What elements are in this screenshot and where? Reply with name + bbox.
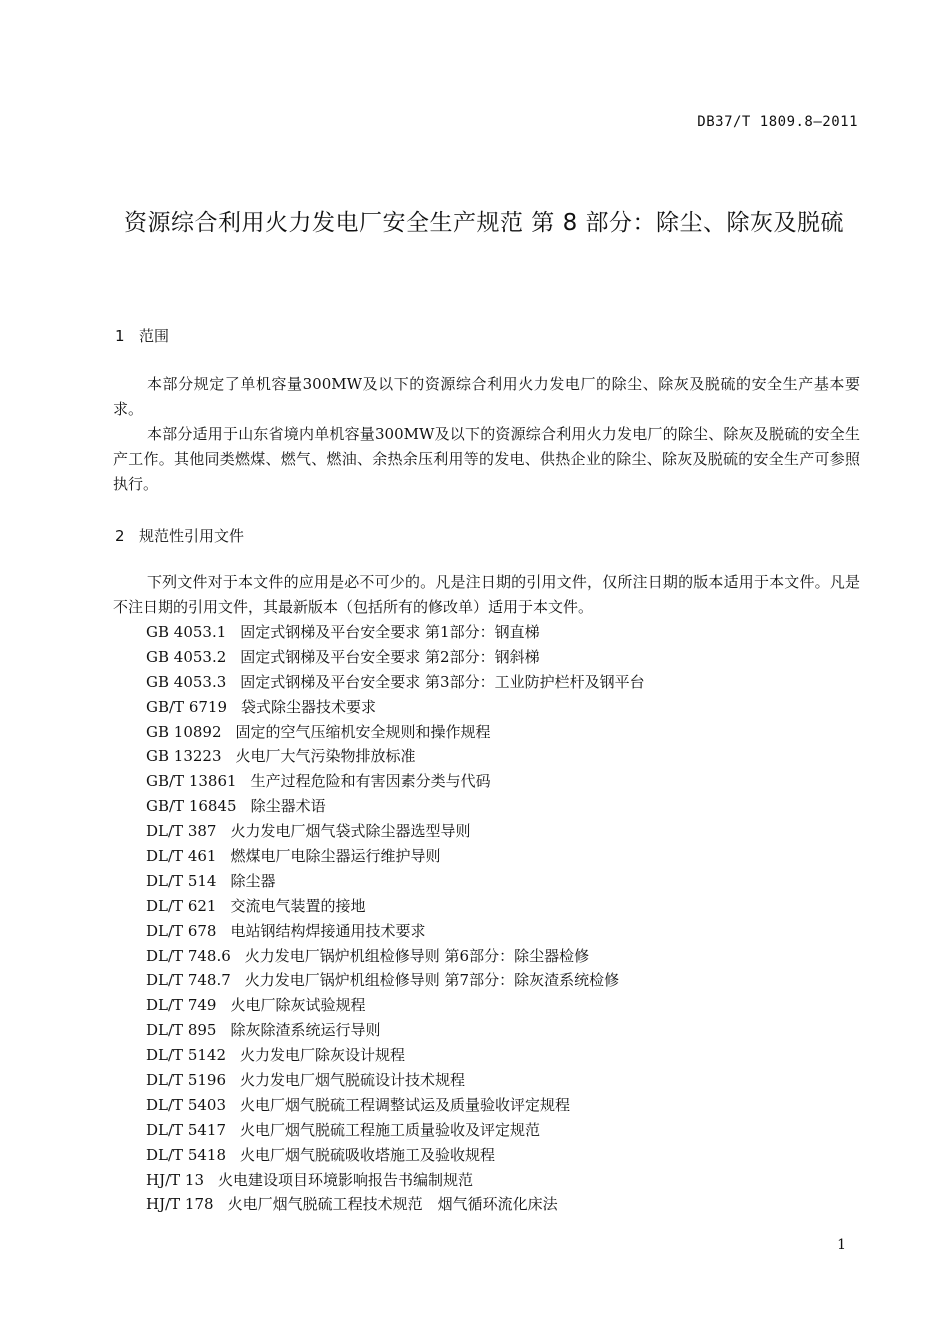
- reference-title: 火力发电厂除灰设计规程: [240, 1046, 406, 1065]
- reference-code: DL/T 514: [146, 871, 217, 890]
- reference-code: DL/T 621: [146, 896, 217, 915]
- references-intro-paragraph: 下列文件对于本文件的应用是必不可少的。凡是注日期的引用文件，仅所注日期的版本适用于本文件。凡是不注日期的引用文件，其最新版本（包括所有的修改单）适用于本文件。: [113, 573, 860, 616]
- reference-code: HJ/T 178: [146, 1195, 214, 1214]
- reference-title: 燃煤电厂电除尘器运行维护导则: [230, 847, 441, 866]
- reference-title: 火力发电厂锅炉机组检修导则 第7部分：除灰渣系统检修: [244, 971, 620, 990]
- reference-code: DL/T 461: [146, 847, 217, 866]
- reference-title: 火电建设项目环境影响报告书编制规范: [218, 1170, 474, 1189]
- reference-code: HJ/T 13: [146, 1170, 205, 1189]
- reference-item: [146, 744, 645, 769]
- reference-title: 电站钢结构焊接通用技术要求: [230, 921, 426, 940]
- reference-title: 固定式钢梯及平台安全要求 第1部分：钢直梯: [240, 623, 540, 641]
- reference-item: [146, 894, 645, 919]
- reference-code: GB/T 6719: [146, 697, 228, 716]
- reference-item: [146, 869, 645, 894]
- reference-title: 固定式钢梯及平台安全要求 第3部分：工业防护栏杆及钢平台: [240, 672, 645, 691]
- reference-item: [146, 919, 645, 944]
- reference-title: 交流电气装置的接地: [230, 896, 366, 915]
- reference-item: [146, 720, 645, 745]
- reference-code: GB/T 13861: [146, 772, 237, 791]
- reference-code: GB 13223: [146, 747, 222, 766]
- reference-item: [146, 1093, 645, 1118]
- reference-title: 火力发电厂烟气袋式除尘器选型导则: [230, 822, 471, 841]
- reference-code: DL/T 748.6: [146, 946, 231, 965]
- section-heading-scope: [115, 325, 169, 346]
- reference-code: GB 4053.2: [146, 647, 227, 666]
- reference-title: 火电厂烟气脱硫工程施工质量验收及评定规范: [240, 1120, 541, 1139]
- section-number: 2: [115, 527, 125, 545]
- reference-code: DL/T 748.7: [146, 971, 231, 990]
- reference-item: [146, 695, 645, 720]
- reference-item: [146, 1192, 645, 1217]
- reference-item: [146, 819, 645, 844]
- reference-item: [146, 993, 645, 1018]
- reference-code: DL/T 5417: [146, 1120, 226, 1139]
- reference-title: 火电厂烟气脱硫工程技术规范 烟气循环流化床法: [227, 1195, 558, 1214]
- document-code: DB37/T 1809.8—2011: [697, 114, 858, 130]
- reference-title: 生产过程危险和有害因素分类与代码: [250, 772, 491, 791]
- section-heading-references: [115, 525, 244, 546]
- reference-item: [146, 769, 645, 794]
- reference-item: [146, 1068, 645, 1093]
- reference-title: 袋式除尘器技术要求: [241, 697, 377, 716]
- reference-item: [146, 1043, 645, 1068]
- reference-code: GB 4053.3: [146, 672, 227, 691]
- reference-item: [146, 1118, 645, 1143]
- reference-code: DL/T 749: [146, 996, 217, 1015]
- reference-title: 固定的空气压缩机安全规则和操作规程: [235, 722, 491, 741]
- reference-code: DL/T 5142: [146, 1046, 226, 1065]
- reference-item: [146, 670, 645, 695]
- reference-title: 固定式钢梯及平台安全要求 第2部分：钢斜梯: [240, 647, 540, 666]
- scope-paragraph-2: 本部分适用于山东省境内单机容量300MW及以下的资源综合利用火力发电厂的除尘、除灰及脱硫的安全生产工作。其他同类燃煤、燃气、燃油、余热余压利用等的发电、供热企业的除尘、除灰及脱硫的安全生产可参照执行。: [113, 425, 860, 493]
- reference-title: 除尘器: [230, 871, 276, 890]
- reference-item: [146, 1168, 645, 1193]
- reference-code: GB 4053.1: [146, 623, 227, 641]
- reference-title: 火力发电厂烟气脱硫设计技术规程: [240, 1071, 466, 1090]
- reference-item: [146, 844, 645, 869]
- reference-code: DL/T 5418: [146, 1145, 226, 1164]
- reference-item: [146, 794, 645, 819]
- reference-code: DL/T 895: [146, 1021, 217, 1040]
- reference-title: 火电厂烟气脱硫吸收塔施工及验收规程: [240, 1145, 496, 1164]
- page-number: 1: [837, 1237, 846, 1253]
- reference-list: [146, 620, 645, 1217]
- reference-item: [146, 1143, 645, 1168]
- section-number: 1: [115, 327, 125, 345]
- reference-title: 火电厂大气污染物排放标准: [235, 747, 416, 766]
- reference-item: [146, 645, 645, 670]
- reference-title: 除尘器术语: [250, 797, 326, 816]
- reference-title: 火电厂除灰试验规程: [230, 996, 366, 1015]
- document-title: 资源综合利用火力发电厂安全生产规范 第 8 部分：除尘、除灰及脱硫: [123, 210, 845, 236]
- section-title: 范围: [139, 327, 170, 345]
- reference-code: GB 10892: [146, 722, 222, 741]
- reference-title: 除灰除渣系统运行导则: [230, 1021, 381, 1040]
- reference-title: 火电厂烟气脱硫工程调整试运及质量验收评定规程: [240, 1095, 571, 1114]
- reference-item: [146, 968, 645, 993]
- scope-paragraph-1: 本部分规定了单机容量300MW及以下的资源综合利用火力发电厂的除尘、除灰及脱硫的安全生产基本要求。: [113, 375, 860, 418]
- reference-code: DL/T 5403: [146, 1095, 226, 1114]
- reference-item: [146, 620, 645, 645]
- reference-code: GB/T 16845: [146, 797, 237, 816]
- reference-code: DL/T 387: [146, 822, 217, 841]
- reference-item: [146, 944, 645, 969]
- reference-code: DL/T 5196: [146, 1071, 226, 1090]
- reference-title: 火力发电厂锅炉机组检修导则 第6部分：除尘器检修: [244, 946, 590, 965]
- section-title: 规范性引用文件: [139, 527, 245, 545]
- reference-code: DL/T 678: [146, 921, 217, 940]
- reference-item: [146, 1018, 645, 1043]
